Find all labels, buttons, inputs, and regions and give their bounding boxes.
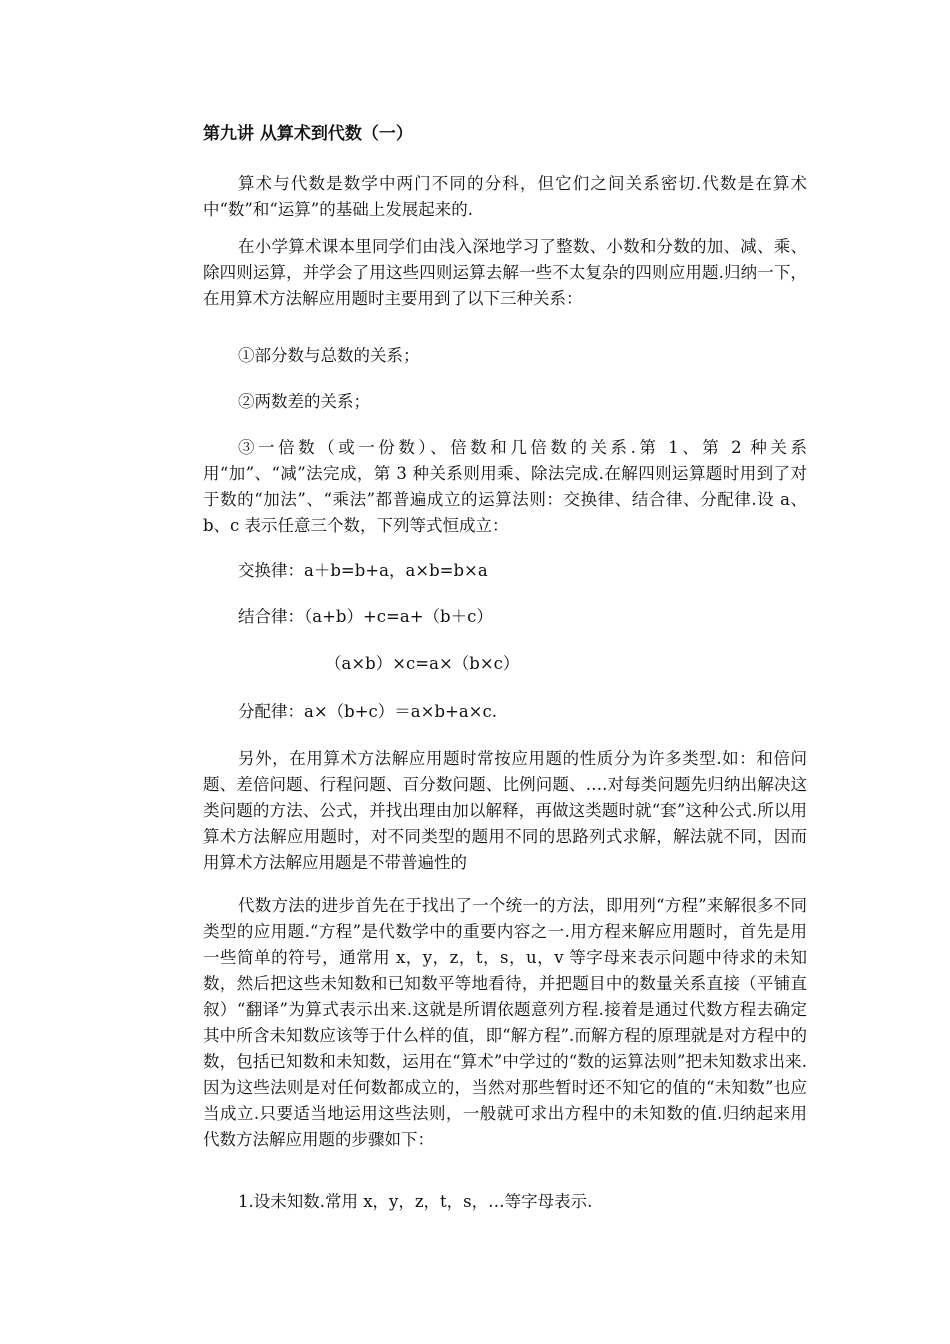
lecture-title: 第九讲 从算术到代数（一） <box>203 124 413 144</box>
commutative-law: 交换律：a＋b=b+a，a×b=b×a <box>238 561 488 580</box>
list-item-relation-3: ③一倍数（或一份数）、倍数和几倍数的关系.第 1、第 2 种关系用“加”、“减”法完成，第 3 种关系则用乘、除法完成.在解四则运算题时用到了对于数的“加法”、“乘法”都普遍成立的运算法则：交换律、结合律、分配律.设 a、b、c 表示任意三个数，下列等式恒成立： <box>203 438 807 535</box>
list-item-relation-1: ①部分数与总数的关系； <box>238 346 420 365</box>
distributive-law: 分配律：a×（b+c）＝a×b+a×c. <box>238 702 497 721</box>
step-1: 1.设未知数.常用 x，y，z，t，s，…等字母表示. <box>238 1192 593 1211</box>
list-item-relation-2: ②两数差的关系； <box>238 392 370 411</box>
paragraph-arithmetic-types: 另外，在用算术方法解应用题时常按应用题的性质分为许多类型.如：和倍问题、差倍问题、行程问题、百分数问题、比例问题、….对每类问题先归纳出解决这类问题的方法、公式，并找出理由加以解释，再做这类题时就“套”这种公式.所以用算术方法解应用题时，对不同类型的题用不同的思路列式求解，解法就不同，因而用算术方法解应用题是不带普遍性的 <box>203 749 807 872</box>
associative-law-mul: （a×b）×c=a×（b×c） <box>325 654 520 673</box>
associative-law-add: 结合律：（a+b）+c=a+（b＋c） <box>238 607 493 626</box>
paragraph-intro: 算术与代数是数学中两门不同的分科，但它们之间关系密切.代数是在算术中“数”和“运算”的基础上发展起来的. <box>203 174 807 219</box>
paragraph-arithmetic: 在小学算术课本里同学们由浅入深地学习了整数、小数和分数的加、减、乘、除四则运算，并学会了用这些四则运算去解一些不太复杂的四则应用题.归纳一下，在用算术方法解应用题时主要用到了以下三种关系： <box>203 237 807 308</box>
paragraph-algebra-method: 代数方法的进步首先在于找出了一个统一的方法，即用列“方程”来解很多不同类型的应用题.“方程”是代数学中的重要内容之一.用方程来解应用题时，首先是用一些简单的符号，通常用 x，y，z，t，s，u，v 等字母来表示问题中待求的未知数，然后把这些未知数和已知数平等地看待，并把题目中的数量关系直接（平铺直叙）“翻译”为算式表示出来.这就是所谓依题意列方程.接着是通过代数方程去确定其中所含未知数应该等于什么样的值，即“解方程”.而解方程的原理就是对方程中的数，包括已知数和未知数，运用在“算术”中学过的“数的运算法则”把未知数求出来.因为这些法则是对任何数都成立的，当然对那些暂时还不知它的值的“未知数”也应当成立.只要适当地运用这些法则，一般就可求出方程中的未知数的值.归纳起来用代数方法解应用题的步骤如下： <box>203 896 807 1149</box>
